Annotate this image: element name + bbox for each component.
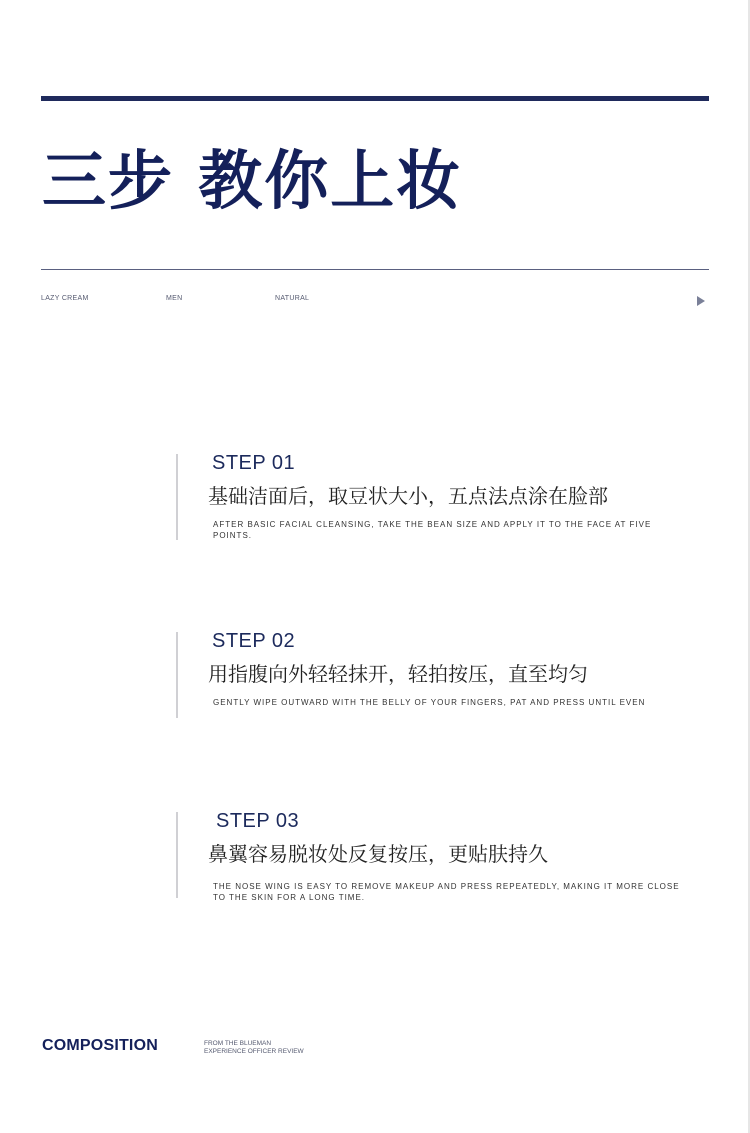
step-description-en: THE NOSE WING IS EASY TO REMOVE MAKEUP AND PRESS REPEATEDLY, MAKING IT MORE CLOSE TO THE SKIN FOR A LONG TIME.	[213, 882, 680, 902]
step-description-en: AFTER BASIC FACIAL CLEANSING, TAKE THE BEAN SIZE AND APPLY IT TO THE FACE AT FIVE POINTS.	[213, 520, 652, 540]
step-description-zh: 基础洁面后，取豆状大小，五点法点涂在脸部	[208, 484, 608, 508]
step-title: STEP 03	[216, 810, 300, 832]
tag-lazy-cream: LAZY CREAM	[41, 295, 89, 302]
step-description-zh: 用指腹向外轻轻抹开，轻拍按压，直至均匀	[208, 662, 588, 686]
composition-heading: COMPOSITION	[42, 1037, 158, 1054]
page-title: 三步 教你上妆	[42, 145, 463, 219]
tag-natural: NATURAL	[275, 295, 310, 302]
step-divider	[176, 632, 178, 718]
step-description-en: GENTLY WIPE OUTWARD WITH THE BELLY OF YOUR FINGERS, PAT AND PRESS UNTIL EVEN	[213, 698, 646, 707]
step-divider	[176, 812, 178, 898]
step-title: STEP 01	[212, 452, 296, 474]
header-divider	[41, 269, 709, 270]
step-description-zh: 鼻翼容易脱妆处反复按压，更贴肤持久	[208, 842, 548, 866]
top-divider-bar	[41, 96, 709, 101]
tag-men: MEN	[166, 295, 183, 302]
step-divider	[176, 454, 178, 540]
source-note: FROM THE BLUEMAN EXPERIENCE OFFICER REVIEW	[204, 1040, 304, 1055]
step-title: STEP 02	[212, 630, 296, 652]
play-arrow-icon	[697, 296, 705, 306]
